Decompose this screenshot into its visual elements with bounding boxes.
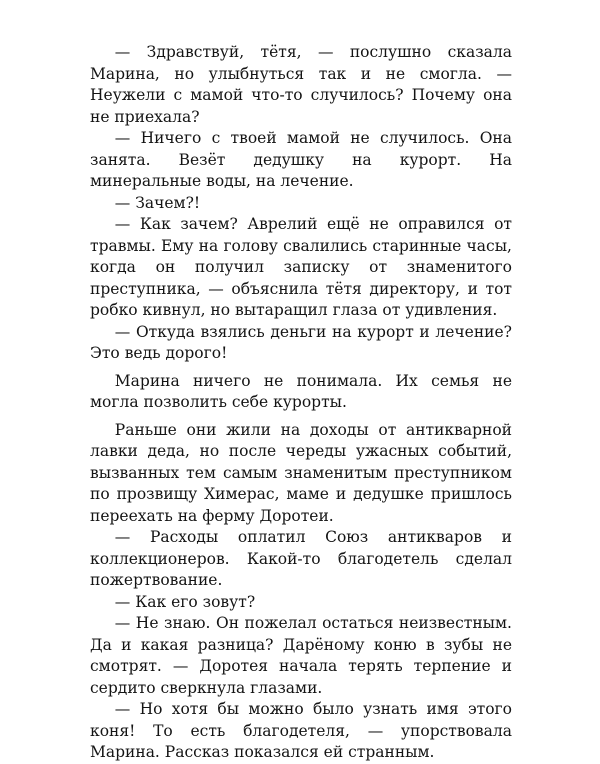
paragraph: — Ничего с твоей мамой не случилось. Она занята. Везёт дедушку на курорт. На минеральные воды, на лечение. [90,129,512,190]
paragraph: — Зачем?! [114,193,201,212]
paragraph: — Как его зовут? [114,592,256,611]
paragraph: — Здравствуй, тётя, — послушно сказала Марина, но улыбнуться так и не смогла. — Неужели с мамой что-то случилось? Почему она не приехала? [90,43,512,126]
paragraph: Марина ничего не понимала. Их семья не могла позволить себе курорты. [90,371,512,411]
paragraph: — Как зачем? Аврелий ещё не оправился от травмы. Ему на голову свалились старинные часы, когда он получил записку от знаменитого преступника, — объяснила тётя директору, и тот робко кивнул, но вытаращил глаза от удивления. [90,215,512,319]
paragraph: — Расходы оплатил Союз антикваров и коллекционеров. Какой-то благодетель сделал пожертвование. [90,528,512,589]
paragraph: — Откуда взялись деньги на курорт и лечение? Это ведь дорого! [90,322,512,362]
paragraph: — Не знаю. Он пожелал остаться неизвестным. Да и какая разница? Дарёному коню в зубы не смотрят. — Доротея начала терять терпение и сердито сверкнула глазами. [90,614,512,697]
paragraph: — Но хотя бы можно было узнать имя этого коня! То есть благодетеля, — упорствовала Марина. Рассказ показался ей странным. [90,700,512,761]
paragraph: Раньше они жили на доходы от антикварной лавки деда, но после череды ужасных событий, вызванных тем самым знаменитым преступником по прозвищу Химерас, маме и дедушке пришлось переехать на ферму Доротеи. [90,420,512,525]
